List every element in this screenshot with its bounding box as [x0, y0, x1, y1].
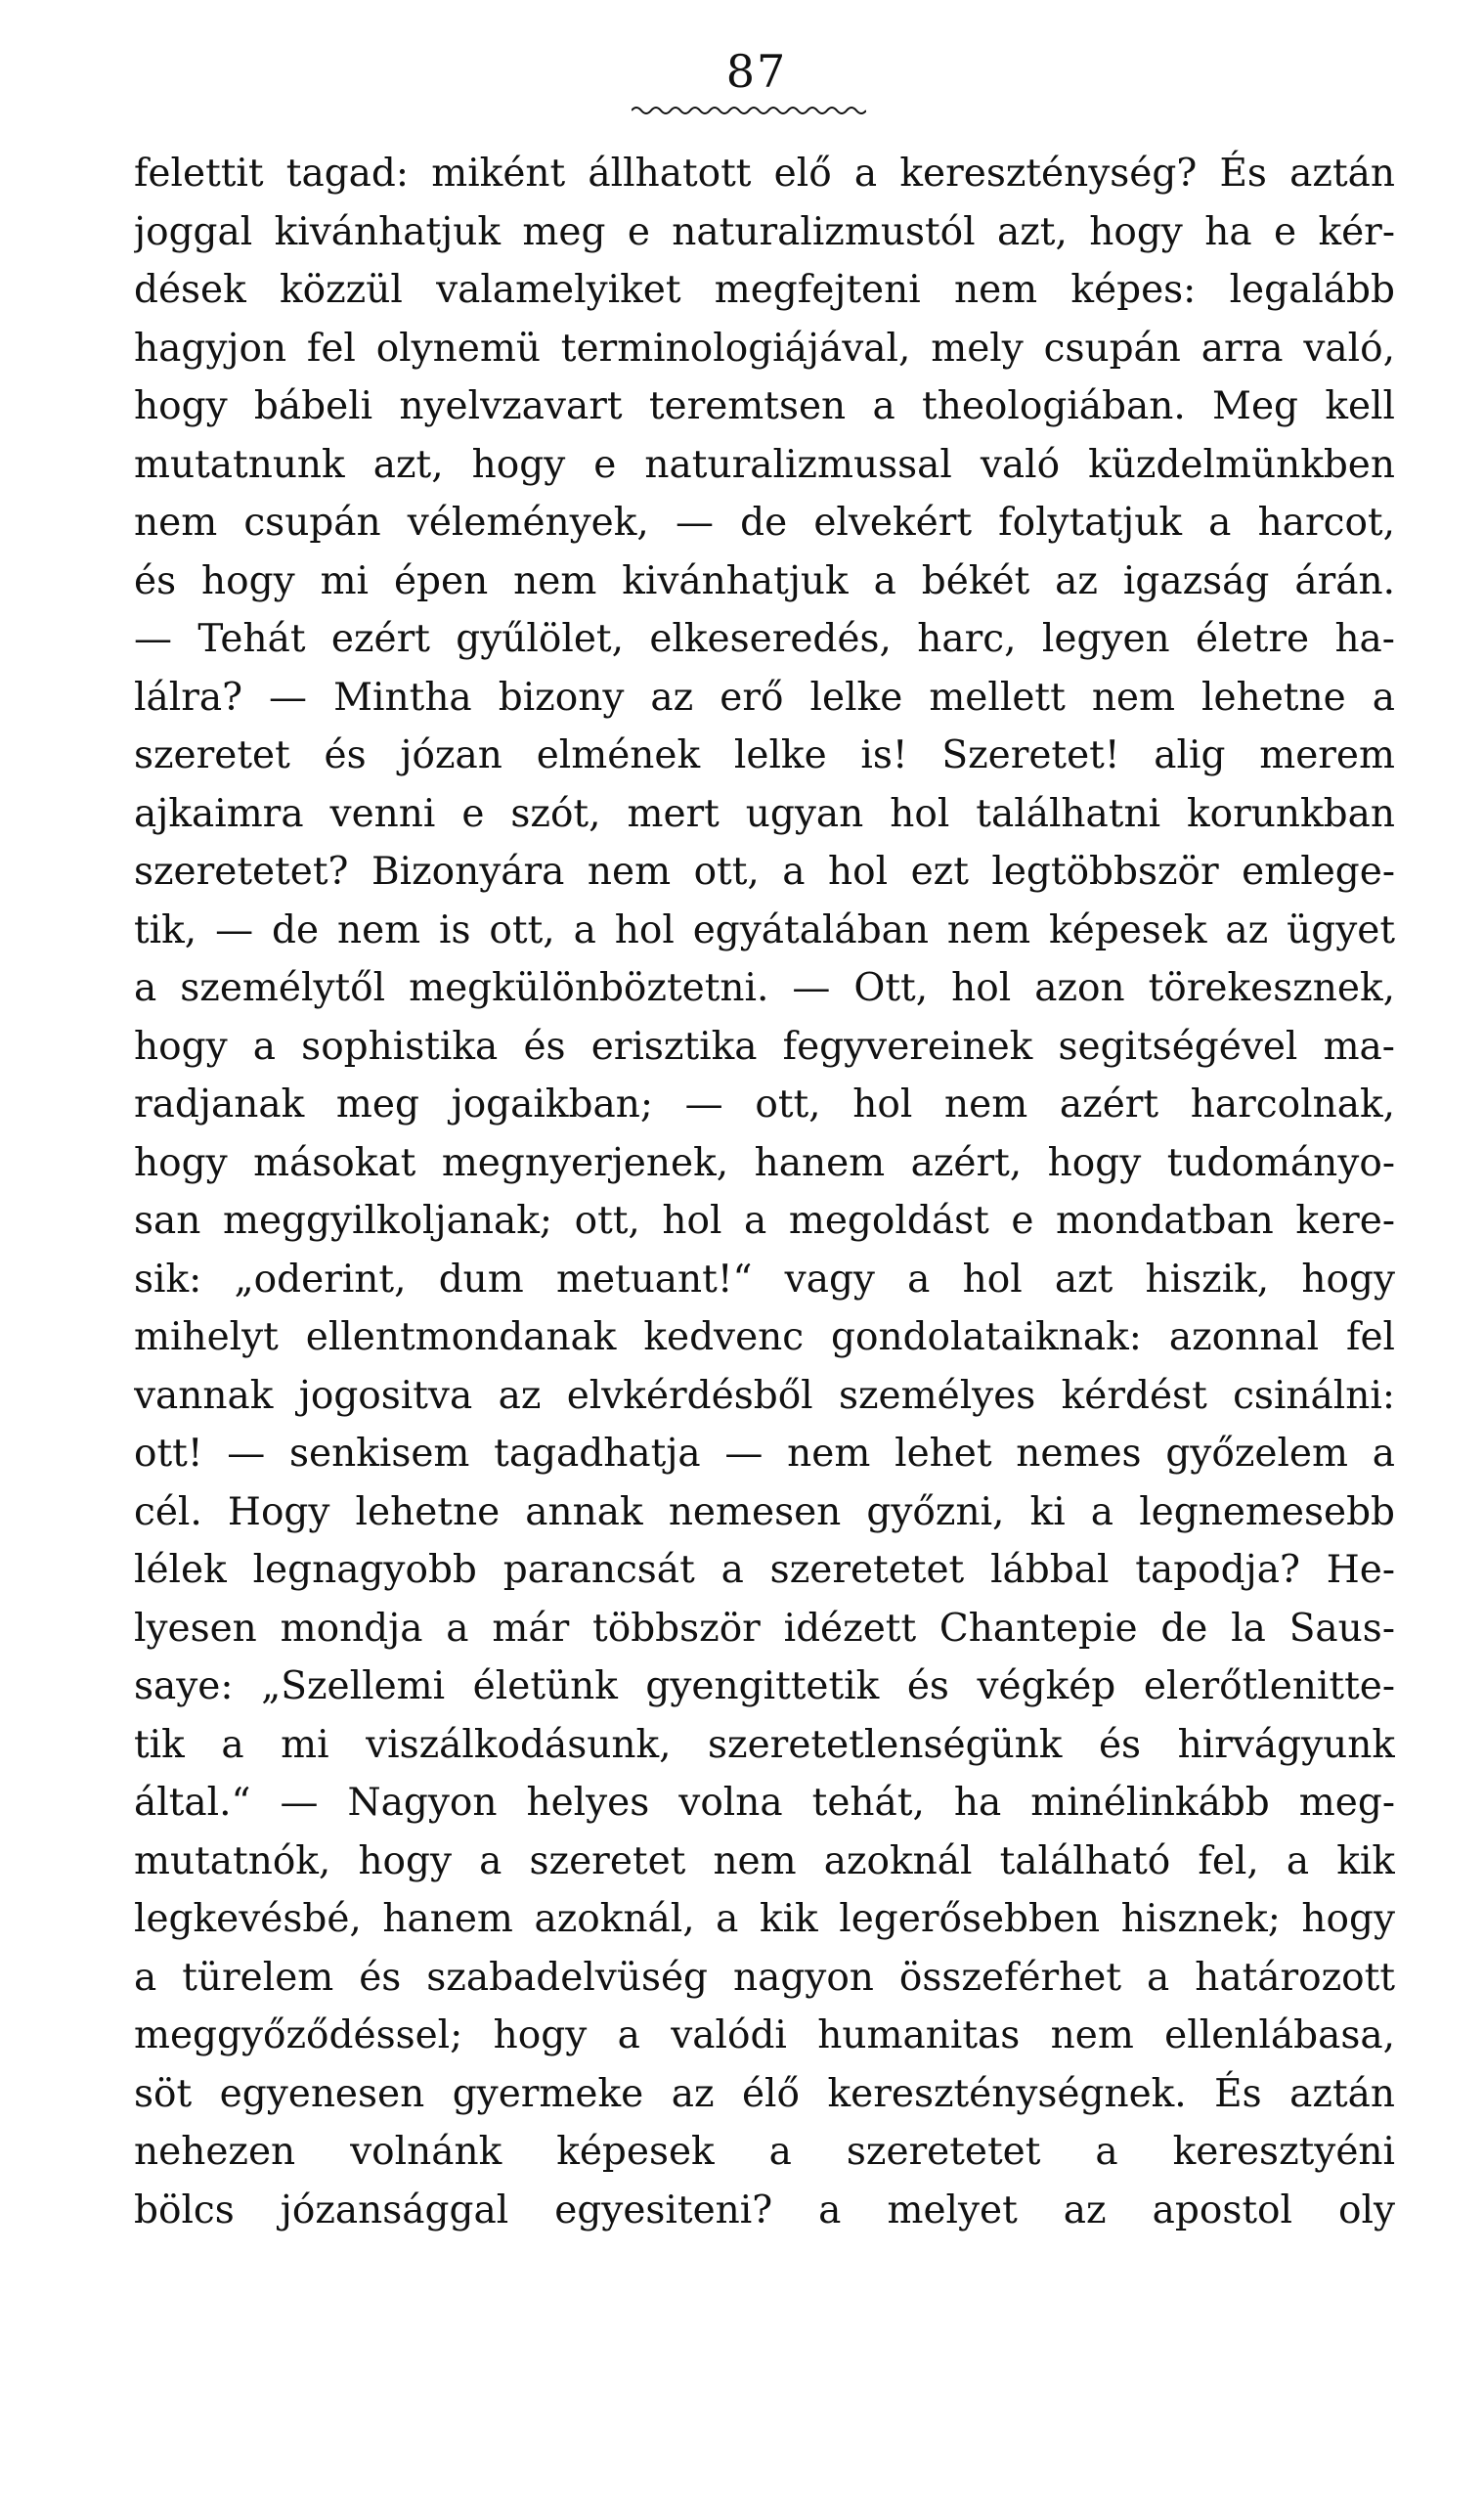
- text-line: — Tehát ezért gyűlölet, elkeseredés, harc, legyen életre ha-: [134, 617, 1395, 661]
- text-line: felettit tagad: miként állhatott elő a kereszténység? És aztán: [134, 152, 1395, 196]
- text-line: tik a mi viszálkodásunk, szeretetlenségünk és hirvágyunk: [134, 1722, 1395, 1767]
- text-line: meggyőződéssel; hogy a valódi humanitas nem ellenlábasa,: [134, 2013, 1395, 2057]
- text-line: radjanak meg jogaikban; — ott, hol nem azért harcolnak,: [134, 1083, 1395, 1127]
- text-line: sik: „oderint, dum metuant!“ vagy a hol azt hiszik, hogy: [134, 1257, 1395, 1302]
- text-line: ajkaimra venni e szót, mert ugyan hol találhatni korunkban: [134, 791, 1395, 836]
- text-line: szeretet és józan elmének lelke is! Szeretet! alig merem: [134, 733, 1395, 777]
- text-line: a türelem és szabadelvüség nagyon összeférhet a határozott: [134, 1955, 1395, 2000]
- text-line: mutatnunk azt, hogy e naturalizmussal való küzdelmünkben: [134, 442, 1395, 487]
- text-line: lálra? — Mintha bizony az erő lelke mellett nem lehetne a: [134, 675, 1395, 720]
- text-line: dések közzül valamelyiket megfejteni nem képes: legalább: [134, 268, 1395, 312]
- text-line: lyesen mondja a már többször idézett Chantepie de la Saus-: [134, 1606, 1395, 1651]
- text-line: mihelyt ellentmondanak kedvenc gondolataiknak: azonnal fel: [134, 1315, 1395, 1359]
- text-line: cél. Hogy lehetne annak nemesen győzni, ki a legnemesebb: [134, 1489, 1395, 1534]
- text-line: söt egyenesen gyermeke az élő kereszténységnek. És aztán: [134, 2071, 1395, 2116]
- text-line: és hogy mi épen nem kivánhatjuk a békét az igazság árán.: [134, 558, 1395, 603]
- text-line: ott! — senkisem tagadhatja — nem lehet nemes győzelem a: [134, 1432, 1395, 1476]
- text-line: lélek legnagyobb parancsát a szeretetet lábbal tapodja? He-: [134, 1548, 1395, 1592]
- page-number: 87: [725, 45, 788, 98]
- text-line: legkevésbé, hanem azoknál, a kik legerősebben hisznek; hogy: [134, 1897, 1395, 1941]
- text-line: a személytől megkülönböztetni. — Ott, hol azon törekesznek,: [134, 966, 1395, 1010]
- text-line: bölcs józansággal egyesiteni? a melyet az apostol oly: [134, 2188, 1395, 2232]
- text-line: hogy bábeli nyelvzavart teremtsen a theologiában. Meg kell: [134, 384, 1395, 428]
- body-text: [134, 145, 1395, 2239]
- text-line: által.“ — Nagyon helyes volna tehát, ha minélinkább meg-: [134, 1781, 1395, 1825]
- text-line: mutatnók, hogy a szeretet nem azoknál található fel, a kik: [134, 1838, 1395, 1883]
- text-line: nehezen volnánk képesek a szeretetet a keresztyéni: [134, 2130, 1395, 2174]
- text-line: san meggyilkoljanak; ott, hol a megoldást e mondatban kere-: [134, 1199, 1395, 1243]
- text-line: hagyjon fel olynemü terminologiájával, mely csupán arra való,: [134, 326, 1395, 371]
- text-line: tik, — de nem is ott, a hol egyátalában nem képesek az ügyet: [134, 907, 1395, 952]
- text-line: szeretetet? Bizonyára nem ott, a hol ezt legtöbbször emlege-: [134, 850, 1395, 894]
- text-line: vannak jogositva az elvkérdésből személyes kérdést csinálni:: [134, 1373, 1395, 1418]
- text-line: hogy a sophistika és erisztika fegyvereinek segitségével ma-: [134, 1024, 1395, 1069]
- text-line: saye: „Szellemi életünk gyengittetik és végkép elerőtlenitte-: [134, 1664, 1395, 1708]
- page-header: [0, 47, 1484, 96]
- text-line: hogy másokat megnyerjenek, hanem azért, hogy tudományo-: [134, 1140, 1395, 1185]
- wavy-rule-ornament: [632, 104, 866, 117]
- text-line: joggal kivánhatjuk meg e naturalizmustól azt, hogy ha e kér-: [134, 209, 1395, 254]
- text-line: nem csupán vélemények, — de elvekért folytatjuk a harcot,: [134, 501, 1395, 545]
